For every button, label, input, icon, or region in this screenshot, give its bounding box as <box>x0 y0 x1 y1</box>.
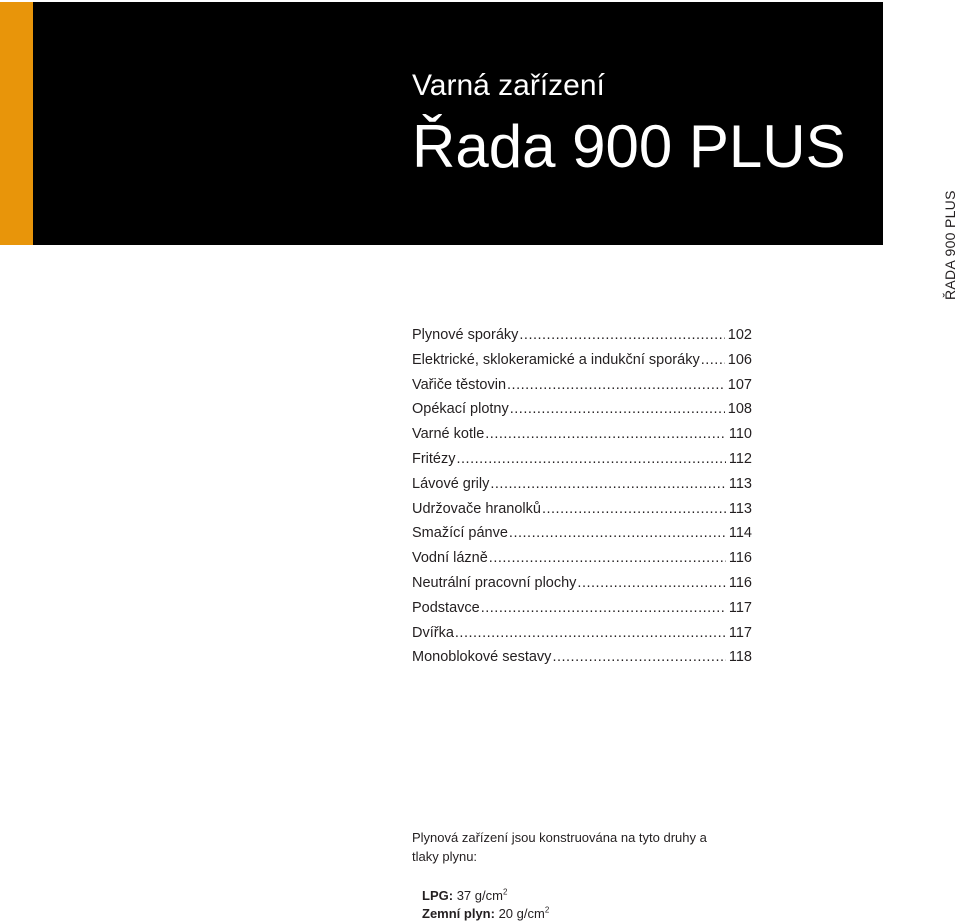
toc-item-label: Plynové sporáky <box>412 327 519 343</box>
toc-item-label: Vařiče těstovin <box>412 376 507 393</box>
toc-leader-dots <box>507 377 725 393</box>
toc-item-page: 118 <box>728 649 752 666</box>
toc-item[interactable] <box>412 501 752 526</box>
toc-item-label: Varné kotle <box>412 426 485 443</box>
gas-value-text: 20 g/cm <box>498 906 545 921</box>
toc-item-page: 106 <box>727 351 752 368</box>
gas-unit-exponent: 2 <box>544 905 550 915</box>
toc-item-label: Smažící pánve <box>412 525 508 542</box>
toc-leader-dots <box>457 451 726 467</box>
gas-value-text: 37 g/cm <box>456 888 503 903</box>
toc-item-page: 102 <box>727 327 752 343</box>
toc-leader-dots <box>701 352 725 368</box>
toc-item-page: 117 <box>728 599 752 616</box>
toc-item-label: Vodní lázně <box>412 550 488 567</box>
toc-item-page: 114 <box>728 525 752 542</box>
toc-item[interactable] <box>412 649 752 674</box>
toc-item[interactable] <box>412 352 752 377</box>
toc-item-label: Neutrální pracovní plochy <box>412 574 577 591</box>
toc-item-label: Lávové grily <box>412 475 490 492</box>
toc-leader-dots <box>455 625 726 641</box>
toc-leader-dots <box>552 649 725 665</box>
gas-unit-exponent: 2 <box>502 887 508 897</box>
toc-leader-dots <box>481 600 726 616</box>
toc-leader-dots <box>490 476 726 492</box>
toc-leader-dots <box>577 575 725 591</box>
toc-item[interactable] <box>412 327 752 352</box>
gas-line-natural-gas <box>422 905 549 923</box>
toc-item-label: Opékací plotny <box>412 401 509 418</box>
toc-item-label: Fritézy <box>412 450 456 467</box>
toc-item-label: Monoblokové sestavy <box>412 649 552 666</box>
toc-item[interactable] <box>412 476 752 501</box>
table-of-contents <box>412 327 752 674</box>
toc-item-label: Dvířka <box>412 624 454 641</box>
toc-leader-dots <box>509 525 726 541</box>
gas-note: Plynová zařízení jsou konstruována na tyto druhy a tlaky plynu: <box>412 830 707 864</box>
toc-item[interactable] <box>412 525 752 550</box>
toc-item-page: 116 <box>728 574 752 591</box>
toc-leader-dots <box>510 401 725 417</box>
toc-leader-dots <box>485 426 726 442</box>
toc-leader-dots <box>519 327 724 343</box>
toc-item-label: Udržovače hranolků <box>412 500 541 517</box>
toc-item[interactable] <box>412 377 752 402</box>
gas-value <box>499 906 550 921</box>
toc-item[interactable] <box>412 625 752 650</box>
toc-item-page: 112 <box>728 450 752 467</box>
toc-item[interactable] <box>412 550 752 575</box>
toc-item-page: 108 <box>727 401 752 418</box>
toc-item[interactable] <box>412 575 752 600</box>
gas-value <box>457 888 508 903</box>
toc-item[interactable] <box>412 426 752 451</box>
gas-list <box>422 887 549 923</box>
gas-name: LPG: <box>422 888 454 903</box>
toc-leader-dots <box>542 501 726 517</box>
gas-name: Zemní plyn: <box>422 906 495 921</box>
toc-item-page: 116 <box>728 550 752 567</box>
toc-item-label: Podstavce <box>412 599 480 616</box>
toc-item[interactable] <box>412 600 752 625</box>
side-series-label: ŘADA 900 PLUS <box>942 190 958 300</box>
toc-item[interactable] <box>412 401 752 426</box>
toc-item-page: 117 <box>728 624 752 641</box>
toc-item-page: 107 <box>727 376 752 393</box>
section-subtitle: Varná zařízení <box>412 69 605 102</box>
accent-bar <box>0 2 33 245</box>
toc-item-page: 113 <box>728 475 752 492</box>
toc-item-page: 113 <box>728 500 752 517</box>
toc-leader-dots <box>489 550 726 566</box>
page-title: Řada 900 PLUS <box>412 113 846 180</box>
toc-item-page: 110 <box>728 426 752 443</box>
toc-item-label: Elektrické, sklokeramické a indukční sporáky <box>412 351 700 368</box>
toc-item[interactable] <box>412 451 752 476</box>
gas-line-lpg <box>422 887 549 905</box>
